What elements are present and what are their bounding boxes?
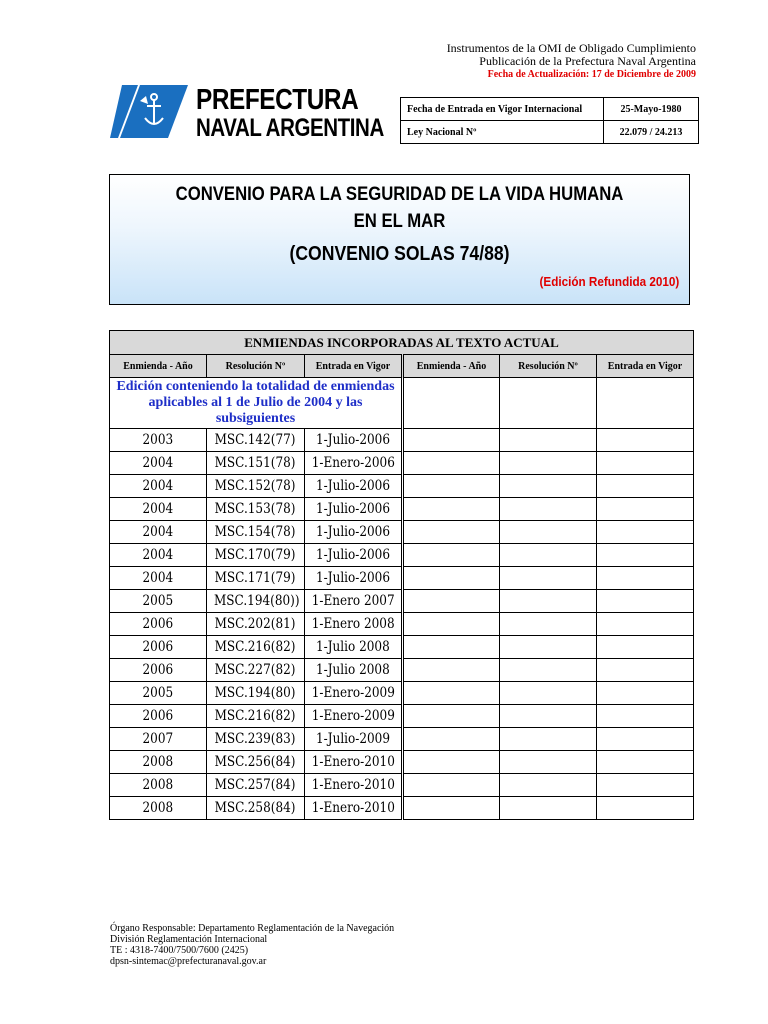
empty-cell: [597, 567, 694, 590]
logo-emblem-icon: [110, 80, 196, 150]
year-cell: [110, 682, 207, 705]
edition-note: Edición conteniendo la totalidad de enmiendas aplicables al 1 de Julio de 2004 y las subsiguientes: [110, 378, 403, 429]
cell-text: MSC.216(82): [215, 639, 296, 655]
year-cell: [110, 567, 207, 590]
entry-into-force-cell: [305, 797, 403, 820]
cell-text: 1-Enero-2010: [311, 754, 395, 770]
empty-cell: [500, 475, 597, 498]
edition-label: (Edición Refundida 2010): [539, 274, 679, 289]
empty-cell: [500, 452, 597, 475]
table-row: [110, 429, 694, 452]
document-header: [447, 42, 696, 81]
empty-cell: [500, 774, 597, 797]
empty-cell: [597, 521, 694, 544]
empty-cell: [597, 659, 694, 682]
cell-text: MSC.239(83): [215, 731, 296, 747]
cell-text: MSC.153(78): [215, 501, 296, 517]
resolution-cell: [207, 498, 305, 521]
cell-text: 1-Julio 2008: [316, 639, 390, 655]
empty-cell: [403, 567, 500, 590]
resolution-cell: [207, 705, 305, 728]
empty-cell: [597, 751, 694, 774]
resolution-cell: [207, 475, 305, 498]
cell-text: 2008: [142, 754, 174, 770]
cell-text: 1-Enero-2009: [311, 708, 395, 724]
cell-text: 2005: [142, 593, 174, 609]
cell-text: 1-Enero 2008: [311, 616, 395, 632]
cell-text: MSC.151(78): [215, 455, 296, 471]
entry-into-force-cell: [305, 567, 403, 590]
title-line-1: CONVENIO PARA LA SEGURIDAD DE LA VIDA HUMANA: [175, 184, 624, 205]
column-header: Resolución Nº: [207, 355, 305, 378]
entry-into-force-cell: [305, 751, 403, 774]
empty-cell: [500, 613, 597, 636]
entry-into-force-cell: [305, 521, 403, 544]
info-label: Fecha de Entrada en Vigor Internacional: [401, 98, 604, 121]
info-value: 22.079 / 24.213: [604, 121, 699, 144]
info-label: Ley Nacional Nº: [401, 121, 604, 144]
empty-cell: [403, 429, 500, 452]
cell-text: MSC.194(80)): [213, 593, 300, 609]
year-cell: [110, 521, 207, 544]
title-line-3: (CONVENIO SOLAS 74/88): [289, 243, 510, 265]
empty-cell: [597, 682, 694, 705]
cell-text: 1-Enero-2010: [311, 800, 395, 816]
table-row: [110, 521, 694, 544]
footer-line: Órgano Responsable: Departamento Reglamentación de la Navegación: [110, 923, 395, 934]
year-cell: [110, 659, 207, 682]
table-row: [110, 498, 694, 521]
empty-cell: [500, 682, 597, 705]
empty-cell: [597, 544, 694, 567]
year-cell: [110, 544, 207, 567]
cell-text: 1-Enero-2009: [311, 685, 395, 701]
entry-into-force-cell: [305, 452, 403, 475]
cell-text: 1-Enero-2010: [311, 777, 395, 793]
year-cell: [110, 498, 207, 521]
empty-cell: [500, 705, 597, 728]
column-header: Enmienda - Año: [110, 355, 207, 378]
cell-text: 1-Julio-2009: [316, 731, 390, 747]
resolution-cell: [207, 728, 305, 751]
resolution-cell: [207, 682, 305, 705]
empty-cell: [403, 521, 500, 544]
table-row: [110, 452, 694, 475]
empty-cell: [500, 521, 597, 544]
year-cell: [110, 452, 207, 475]
entry-into-force-cell: [305, 728, 403, 751]
cell-text: 2007: [142, 731, 174, 747]
table-row: [110, 751, 694, 774]
info-table: [400, 97, 699, 144]
resolution-cell: [207, 613, 305, 636]
empty-cell: [597, 636, 694, 659]
entry-into-force-cell: [305, 429, 403, 452]
empty-cell: [597, 613, 694, 636]
empty-cell: [500, 429, 597, 452]
empty-cell: [403, 682, 500, 705]
cell-text: 1-Julio-2006: [316, 501, 390, 517]
year-cell: [110, 797, 207, 820]
cell-text: 2004: [142, 478, 174, 494]
title-line-2: EN EL MAR: [353, 211, 446, 232]
empty-cell: [500, 567, 597, 590]
cell-text: 1-Julio-2006: [316, 432, 390, 448]
entry-into-force-cell: [305, 636, 403, 659]
cell-text: MSC.227(82): [215, 662, 296, 678]
cell-text: 2003: [142, 432, 174, 448]
cell-text: MSC.258(84): [215, 800, 296, 816]
empty-cell: [403, 378, 500, 429]
empty-cell: [597, 774, 694, 797]
empty-cell: [403, 659, 500, 682]
column-header-row: [110, 355, 694, 378]
table-heading-row: [110, 331, 694, 355]
table-row: [110, 475, 694, 498]
cell-text: MSC.170(79): [215, 547, 296, 563]
title-box: [109, 174, 690, 305]
entry-into-force-cell: [305, 475, 403, 498]
cell-text: 1-Julio-2006: [316, 570, 390, 586]
empty-cell: [500, 590, 597, 613]
resolution-cell: [207, 751, 305, 774]
cell-text: 1-Julio-2006: [316, 547, 390, 563]
cell-text: 2008: [142, 800, 174, 816]
cell-text: 2004: [142, 501, 174, 517]
empty-cell: [403, 590, 500, 613]
logo-text-prefectura: PREFECTURA: [196, 84, 359, 116]
logo-text-naval-argentina: NAVAL ARGENTINA: [196, 114, 384, 142]
info-row: [401, 98, 699, 121]
empty-cell: [403, 636, 500, 659]
year-cell: [110, 475, 207, 498]
empty-cell: [403, 728, 500, 751]
empty-cell: [500, 659, 597, 682]
cell-text: 2006: [142, 639, 174, 655]
empty-cell: [403, 751, 500, 774]
cell-text: 2006: [142, 708, 174, 724]
year-cell: [110, 636, 207, 659]
footer-email: dpsn-sintemac@prefecturanaval.gov.ar: [110, 956, 267, 967]
table-row: [110, 567, 694, 590]
empty-cell: [500, 378, 597, 429]
empty-cell: [597, 452, 694, 475]
resolution-cell: [207, 452, 305, 475]
cell-text: MSC.216(82): [215, 708, 296, 724]
info-row: [401, 121, 699, 144]
cell-text: 2005: [142, 685, 174, 701]
column-header: Enmienda - Año: [403, 355, 500, 378]
edition-note-row: [110, 378, 694, 429]
empty-cell: [403, 705, 500, 728]
resolution-cell: [207, 544, 305, 567]
cell-text: 2004: [142, 547, 174, 563]
cell-text: MSC.194(80): [215, 685, 296, 701]
cell-text: 1-Enero 2007: [311, 593, 395, 609]
entry-into-force-cell: [305, 774, 403, 797]
resolution-cell: [207, 659, 305, 682]
empty-cell: [597, 429, 694, 452]
year-cell: [110, 751, 207, 774]
table-heading: ENMIENDAS INCORPORADAS AL TEXTO ACTUAL: [110, 331, 694, 355]
empty-cell: [597, 498, 694, 521]
update-date: Fecha de Actualización: 17 de Diciembre de 2009: [487, 69, 696, 80]
empty-cell: [403, 475, 500, 498]
prefectura-logo: [110, 80, 384, 150]
cell-text: 1-Enero-2006: [311, 455, 395, 471]
footer-line: División Reglamentación Internacional: [110, 934, 268, 945]
year-cell: [110, 774, 207, 797]
resolution-cell: [207, 521, 305, 544]
empty-cell: [597, 475, 694, 498]
amendments-table: [109, 330, 694, 820]
resolution-cell: [207, 590, 305, 613]
entry-into-force-cell: [305, 613, 403, 636]
footer-line: TE : 4318-7400/7500/7600 (2425): [110, 945, 249, 956]
column-header: Entrada en Vigor: [305, 355, 403, 378]
empty-cell: [500, 636, 597, 659]
info-value: 25-Mayo-1980: [604, 98, 699, 121]
column-header: Entrada en Vigor: [597, 355, 694, 378]
cell-text: 2004: [142, 524, 174, 540]
cell-text: 2006: [142, 662, 174, 678]
year-cell: [110, 429, 207, 452]
cell-text: MSC.154(78): [215, 524, 296, 540]
header-line-1: Instrumentos de la OMI de Obligado Cumplimiento: [446, 41, 696, 55]
table-row: [110, 590, 694, 613]
empty-cell: [597, 797, 694, 820]
entry-into-force-cell: [305, 544, 403, 567]
cell-text: MSC.152(78): [215, 478, 296, 494]
cell-text: 1-Julio 2008: [316, 662, 390, 678]
entry-into-force-cell: [305, 590, 403, 613]
empty-cell: [500, 728, 597, 751]
empty-cell: [597, 590, 694, 613]
empty-cell: [500, 751, 597, 774]
resolution-cell: [207, 797, 305, 820]
empty-cell: [597, 728, 694, 751]
empty-cell: [403, 498, 500, 521]
year-cell: [110, 613, 207, 636]
table-row: [110, 659, 694, 682]
cell-text: MSC.202(81): [215, 616, 296, 632]
empty-cell: [500, 498, 597, 521]
cell-text: 1-Julio-2006: [316, 524, 390, 540]
entry-into-force-cell: [305, 498, 403, 521]
header-line-2: Publicación de la Prefectura Naval Argentina: [479, 54, 696, 68]
table-row: [110, 544, 694, 567]
cell-text: 2004: [142, 570, 174, 586]
empty-cell: [403, 797, 500, 820]
cell-text: 1-Julio-2006: [316, 478, 390, 494]
empty-cell: [500, 544, 597, 567]
entry-into-force-cell: [305, 659, 403, 682]
empty-cell: [597, 378, 694, 429]
table-row: [110, 728, 694, 751]
cell-text: 2008: [142, 777, 174, 793]
cell-text: MSC.257(84): [215, 777, 296, 793]
cell-text: 2006: [142, 616, 174, 632]
resolution-cell: [207, 774, 305, 797]
table-row: [110, 636, 694, 659]
entry-into-force-cell: [305, 682, 403, 705]
resolution-cell: [207, 429, 305, 452]
table-row: [110, 613, 694, 636]
empty-cell: [597, 705, 694, 728]
empty-cell: [403, 452, 500, 475]
empty-cell: [403, 544, 500, 567]
cell-text: MSC.142(77): [215, 432, 296, 448]
cell-text: MSC.256(84): [215, 754, 296, 770]
table-row: [110, 705, 694, 728]
table-row: [110, 797, 694, 820]
resolution-cell: [207, 636, 305, 659]
year-cell: [110, 705, 207, 728]
empty-cell: [500, 797, 597, 820]
amendment-rows: [110, 429, 694, 820]
year-cell: [110, 728, 207, 751]
column-header: Resolución Nº: [500, 355, 597, 378]
empty-cell: [403, 774, 500, 797]
table-row: [110, 774, 694, 797]
entry-into-force-cell: [305, 705, 403, 728]
footer: [110, 923, 394, 967]
cell-text: MSC.171(79): [215, 570, 296, 586]
empty-cell: [403, 613, 500, 636]
table-row: [110, 682, 694, 705]
resolution-cell: [207, 567, 305, 590]
cell-text: 2004: [142, 455, 174, 471]
year-cell: [110, 590, 207, 613]
